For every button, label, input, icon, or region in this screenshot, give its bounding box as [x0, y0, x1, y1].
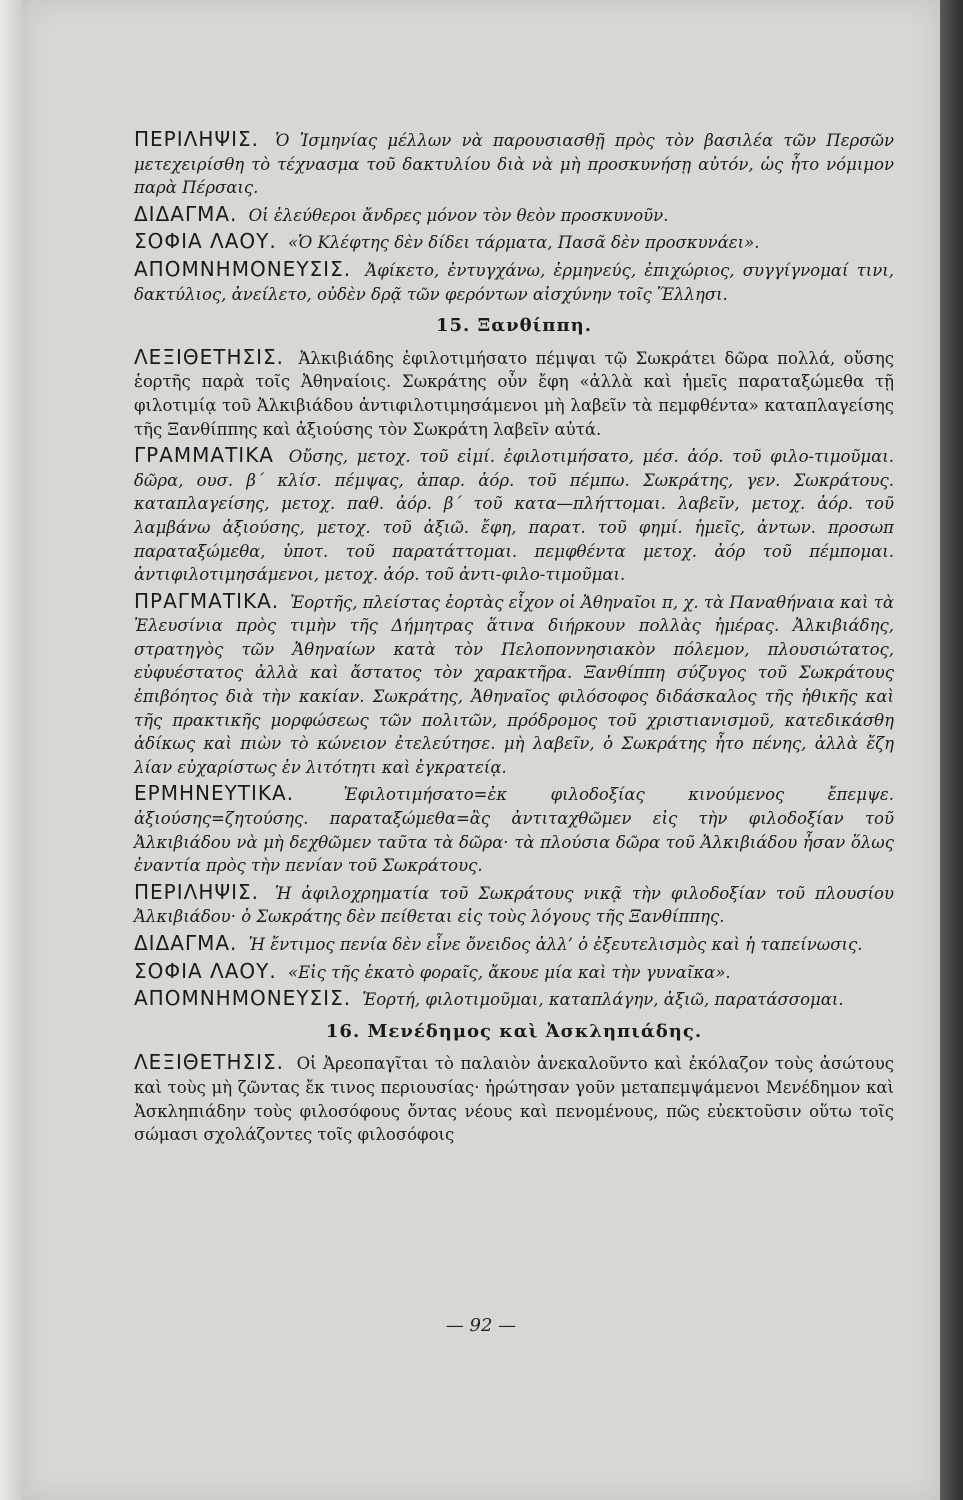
grammatika-15-text: Οὔσης, μετοχ. τοῦ εἰμί. ἐφιλοτιμήσατο, μέσ. ἀόρ. τοῦ φιλο-τιμοῦμαι. δῶρα, ουσ. β΄ κλίσ. πέμψας, ἀπαρ. ἀόρ. τοῦ πέμπω. Σωκράτης, γεν. Σωκράτους. καταπλαγείσης, μετοχ. παθ. ἀόρ. β΄ τοῦ κατα—πλήττομαι. λαβεῖν, μετοχ. ἀόρ. τοῦ λαμβάνω ἀξιούσης, μετοχ. τοῦ ἀξιῶ. ἔφη, παρατ. τοῦ φημί. ἡμεῖς, ἀντων. προσωπ παραταξώμεθα, ὑποτ. τοῦ παρατάττομαι. πεμφθέντα μετοχ. ἀόρ τοῦ πέμπομαι. ἀντιφιλοτιμησάμενοι, μετοχ. ἀόρ. τοῦ ἀντι-φιλο-τιμοῦμαι.: [134, 447, 894, 585]
apomnimoneusis-15-label: ΑΠΟΜΝΗΜΟΝΕΥΣΙΣ.: [134, 986, 352, 1011]
pragmatika-15-paragraph: [134, 590, 894, 780]
periliipsis-label: ΠΕΡΙΛΗΨΙΣ.: [134, 127, 259, 151]
sofia-laou-text: «Ὁ Κλέφτης δὲν δίδει τάρματα, Πασᾶ δὲν προσκυνάει».: [288, 233, 760, 253]
lexithetisis-15-paragraph: [134, 346, 894, 441]
page-content: [134, 128, 894, 1147]
ermineutika-15-text: Ἐφιλοτιμήσατο=ἐκ φιλοδοξίας κινούμενος ἔπεμψε. ἀξιούσης=ζητούσης. παραταξώμεθα=ἂς ἀντιταχθῶμεν εἰς τὴν φιλοδοξίαν τοῦ Ἀλκιβιάδου νὰ μὴ δεχθῶμεν ταῦτα τὰ δῶρα· τὰ πλούσια δῶρα τοῦ Ἀλκιβιάδου ἦσαν ὅλως ἐναντία πρὸς τὴν πενίαν τοῦ Σωκράτους.: [134, 785, 894, 876]
apomnimoneusis-paragraph: [134, 258, 894, 306]
lexithetisis-15-label: ΛΕΞΙΘΕΤΗΣΙΣ.: [134, 344, 285, 369]
lexithetisis-16-paragraph: [134, 1051, 894, 1146]
page-number: — 92 —: [445, 1315, 517, 1336]
grammatika-15-paragraph: [134, 444, 894, 587]
didagma-15-text: Ἡ ἔντιμος πενία δὲν εἶνε ὄνειδος ἀλλ’ ὁ ἐξευτελισμὸς καὶ ἡ ταπείνωσις.: [248, 935, 863, 954]
didagma-text: Οἱ ἐλεύθεροι ἄνδρες μόνον τὸν θεὸν προσκυνοῦν.: [248, 205, 669, 225]
didagma-15-paragraph: [134, 932, 894, 957]
didagma-paragraph: [134, 203, 894, 228]
lexithetisis-15-text: Ἀλκιβιάδης ἐφιλοτιμήσατο πέμψαι τῷ Σωκράτει δῶρα πολλά, οὔσης ἑορτῆς παρὰ τοῖς Ἀθηναίοις. Σωκράτης οὖν ἔφη «ἀλλὰ καὶ ἡμεῖς παραταξώμεθα τῇ φιλοτιμίᾳ τοῦ Ἀλκιβιάδου ἀντιφιλοτιμησάμενοι μὴ λαβεῖν τὰ πεμφθέντα» καταπλαγείσης τῆς Ξανθίππης καὶ ἀξιούσης τὸν Σωκράτη λαβεῖν αὐτά.: [134, 348, 895, 439]
sofia-laou-15-paragraph: [134, 960, 894, 985]
sofia-laou-15-label: ΣΟΦΙΑ ΛΑΟΥ.: [134, 958, 277, 983]
scan-right-edge: [940, 0, 963, 1500]
section-heading-15: 15. Ξανθίππη.: [435, 315, 592, 337]
apomnimoneusis-text: Ἀφίκετο, ἐντυγχάνω, ἑρμηνεύς, ἐπιχώριος, συγγίγνομαί τινι, δακτύλιος, ἀνείλετο, οὐδὲν δρᾷ τῶν φερόντων αἰσχύνην τοῖς Ἕλλησι.: [134, 260, 894, 304]
pragmatika-15-text: Ἑορτῆς, πλείστας ἑορτὰς εἶχον οἱ Ἀθηναῖοι π, χ. τὰ Παναθήναια καὶ τὰ Ἐλευσίνια πρὸς τιμὴν τῆς Δήμητρας ἅτινα διήρκουν πολλὰς ἡμέρας. Ἀλκιβιάδης, στρατηγὸς τῶν Ἀθηναίων κατὰ τὸν Πελοποννησιακὸν πόλεμον, πλουσιώτατος, εὐφυέστατος ἀλλὰ καὶ ἄστατος τὸν χαρακτῆρα. Ξανθίππη σύζυγος τοῦ Σωκράτους ἐπιβόητος διὰ τὴν κακίαν. Σωκράτης, Ἀθηναῖος φιλόσοφος διδάσκαλος τῆς ἠθικῆς καὶ τῆς πρακτικῆς μορφώσεως τῶν πολιτῶν, πρόδρομος τοῦ χριστιανισμοῦ, κατεδικάσθη ἀδίκως καὶ πιὼν τὸ κώνειον ἐτελεύτησε. μὴ λαβεῖν, ὁ Σωκράτης ἦτο πένης, ἀλλὰ ἔζη λίαν εὐχαρίστως ἐν λιτότητι καὶ ἐγκρατείᾳ.: [134, 592, 894, 777]
sofia-laou-15-text: «Εἰς τῆς ἑκατὸ φοραῖς, ἄκουε μία καὶ τὴν γυναῖκα».: [288, 962, 731, 982]
grammatika-15-label: ΓΡΑΜΜΑΤΙΚΑ: [134, 443, 274, 468]
scan-left-margin: [0, 0, 22, 1500]
ermineutika-15-paragraph: [134, 782, 894, 877]
didagma-15-label: ΔΙΔΑΓΜΑ.: [134, 931, 238, 955]
apomnimoneusis-15-text: Ἑορτή, φιλοτιμοῦμαι, καταπλάγην, ἀξιῶ, παρατάσσομαι.: [362, 990, 844, 1010]
sofia-laou-label: ΣΟΦΙΑ ΛΑΟΥ.: [134, 229, 277, 254]
lexithetisis-16-label: ΛΕΞΙΘΕΤΗΣΙΣ.: [134, 1050, 285, 1075]
periliipsis-15-paragraph: [134, 881, 894, 929]
periliipsis-15-text: Ἡ ἀφιλοχρηματία τοῦ Σωκράτους νικᾷ τὴν φιλοδοξίαν τοῦ πλουσίου Ἀλκιβιάδου· ὁ Σωκράτης δὲν πείθεται εἰς τοὺς λόγους τῆς Ξανθίππης.: [134, 883, 894, 927]
apomnimoneusis-15-paragraph: [134, 987, 894, 1012]
periliipsis-text: Ὁ Ἰσμηνίας μέλλων νὰ παρουσιασθῇ πρὸς τὸν βασιλέα τῶν Περσῶν μετεχειρίσθη τὸ τέχνασμα τοῦ δακτυλίου διὰ νὰ μὴ προσκυνήσῃ αὐτόν, ὡς ἦτο νόμιμον παρὰ Πέρσαις.: [134, 131, 895, 198]
ermineutika-15-label: ΕΡΜΗΝΕΥΤΙΚΑ.: [134, 781, 295, 806]
periliipsis-15-label: ΠΕΡΙΛΗΨΙΣ.: [134, 879, 259, 904]
didagma-label: ΔΙΔΑΓΜΑ.: [134, 201, 238, 226]
book-page: [22, 0, 940, 1500]
periliipsis-paragraph: [134, 128, 894, 200]
sofia-laou-paragraph: [134, 230, 894, 255]
apomnimoneusis-label: ΑΠΟΜΝΗΜΟΝΕΥΣΙΣ.: [134, 256, 352, 281]
lexithetisis-16-text: Οἱ Ἀρεοπαγῖται τὸ παλαιὸν ἀνεκαλοῦντο καὶ ἐκόλαζον τοὺς ἀσώτους καὶ τοὺς μὴ ζῶντας ἔκ τινος περιουσίας· ἠρώτησαν γοῦν μεταπεμψάμενοι Μενέδημον καὶ Ἀσκληπιάδην τοὺς φιλοσόφους ὄντας νέους καὶ πενομένους, πῶς εὐεκτοῦσιν οὕτω τοῖς σώμασι σχολάζοντες τοῖς φιλοσόφοις: [134, 1054, 894, 1145]
pragmatika-15-label: ΠΡΑΓΜΑΤΙΚΑ.: [134, 588, 280, 613]
section-heading-16: 16. Μενέδημος καὶ Ἀσκληπιάδης.: [325, 1020, 703, 1042]
